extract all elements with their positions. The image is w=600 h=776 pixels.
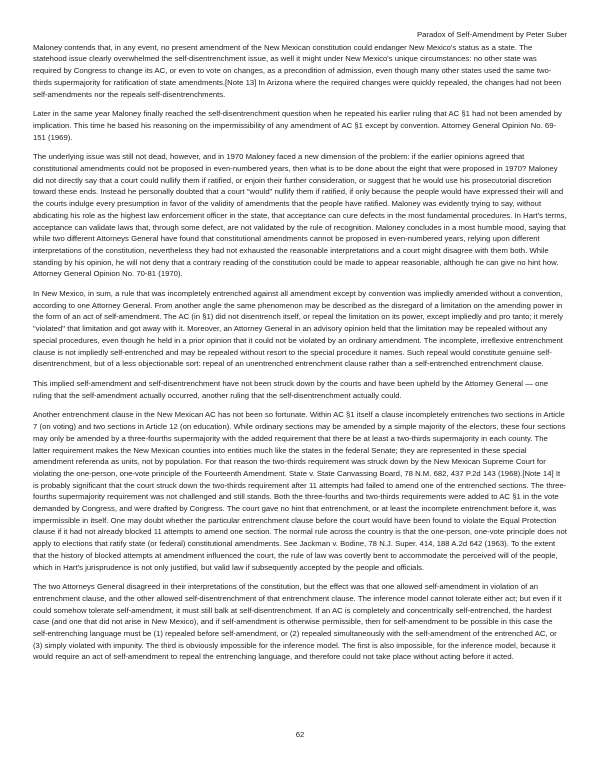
- paragraph-5: This implied self-amendment and self-disentrenchment have not been struck down by the courts and have been upheld by the Attorney General — one ruling that the self-amendment actually occurred, another ruling that the self-disentrenchment actually could.: [33, 378, 549, 400]
- page-number: 62: [295, 730, 305, 739]
- paragraph-1: Maloney contends that, in any event, no present amendment of the New Mexican constitution could endanger New Mexico's status as a state. The statehood issue clearly overwhelmed the self-disentrenchment issue, as well it might under New Mexico's unique circumstances: no other state was required by Congress to change its AC, or even to vote on changes, as a precondition of admission, even though many other states used the same two-thirds supermajority for ratification of state amendments.[Note 13] In Arizona where the required changes were quickly repealed, the changes had not been self-amendments nor the repeals self-disentrenchments.: [33, 42, 562, 99]
- paragraph-3: The underlying issue was still not dead, however, and in 1970 Maloney faced a new dimension of the problem: if the earlier opinions agreed that constitutional amendments could not be proposed in even-numbered years, then what is to be done about the eight that were proposed in 1970? Maloney did not directly say that a court could nullify them if ratified, or enjoin their further consideration, or suggest that he would use his prosecutorial discretion toward these ends. Instead he personally doubted that a court "would" nullify them if ratified, if only because the people would have expressed their will and the courts indulge every presumption in favor of the validity of amendments that the people have ratified. Maloney was evidently trying to say, without abdicating his role as the highest law enforcement officer in the state, that acceptance can cure defects in the most fundamental procedures. In Hart's terms, acceptance can validate laws that, through some defect, are not validated by the rule of recognition. Maloney concludes in a most humble mood, saying that while two different Attorneys General have found that constitutional amendments cannot be proposed in even-numbered years, relying upon different interpretations of the constitution, nevertheless they had not exhausted the reasonable interpretations and a court might disagree with them both. While standing by his opinion, he will not deny that a contrary reading of the constitution could be made to appear reasonable, although he can give no hint how. Attorney General Opinion No. 70-81 (1970).: [33, 152, 567, 279]
- paragraph-2: Later in the same year Maloney finally reached the self-disentrenchment question when he repeated his earlier ruling that AC §1 had not been amended by implication. This time he based his reasoning on the impermissibility of any amendment of AC §1 except by convention. Attorney General Opinion No. 69-151 (1969).: [33, 109, 562, 142]
- paragraph-4: In New Mexico, in sum, a rule that was incompletely entrenched against all amendment except by convention was impliedly amended without a convention, according to one Attorney General. From another angle the same phenomenon may be described as the disregard of a limitation on the amending power in the form of an act of self-amendment. The AC (in §1) did not disentrench itself, or repeal the limitation on its power, except impliedly and pro tanto; it merely "violated" that limitation and got away with it. Moreover, an Attorney General in an advisory opinion held that the limitation may be repealed without any special procedures, even though he held in a prior opinion that it could not be violated by an ordinary amendment. The incomplete, irreflexive entrenchment clause is not impliedly self-entrenched and may be repealed without resort to the special procedure it names. Such repeal would constitute genuine self-disentrenchment, but of a less objectionable sort: repeal of an unentrenched entrenchment clause rather than a self-entrenched entrenchment clause.: [33, 289, 563, 369]
- paragraph-6: Another entrenchment clause in the New Mexican AC has not been so fortunate. Within AC §1 itself a clause incompletely entrenches two sections in Article 7 (on voting) and two sections in Article 12 (on education). While ordinary sections may be amended by a simple majority of the electors, these four sections may only be amended by a three-fourths supermajority with the added requirement that there be at least a two-thirds supermajority in each county. The latter requirement makes the New Mexican counties into entities much like the states in the federal Senate; they are represented in these special amendment referenda as units, not by population. For that reason the two-thirds requirement was struck down by the New Mexican Supreme Court for violating the one-person, one-vote principle of the Fourteenth Amendment. State v. State Canvassing Board, 78 N.M. 682, 437 P.2d 143 (1968).[Note 14] It is probably significant that the court struck down the two-thirds requirement after 11 attempts had failed to amend one of the entrenched sections. The three-fourths supermajority requirement was not challenged and still stands. Both the three-fourths and two-thirds requirements were added to AC §1 in the vote demanded by Congress, and were drafted by Congress. The court gave no hint that entrenchment, or at least the incomplete entrenchment before it, was impermissible in itself. One may doubt whether the particular entrenchment clause before the court would have been found to violate the Equal Protection clause if it had not already blocked 11 attempts to amend one section. The normal rule across the country is that the one-person, one-vote principle does not apply to elections that ratify state (or federal) constitutional amendments. See Jackman v. Bodine, 78 N.J. Super. 414, 188 A.2d 642 (1963). To the extent that the history of blocked attempts at amendment influenced the court, the rule of law was covertly bent to accommodate the perceived will of the people, which in Hart's jurisprudence is not only justified, but valid law if subsequently accepted by the people and officials.: [33, 410, 567, 572]
- paragraph-7: The two Attorneys General disagreed in their interpretations of the constitution, but the effect was that one allowed self-amendment in violation of an entrenchment clause, and the other allowed self-disentrenchment of that entrenchment clause. The inference model cannot tolerate either act; but even if it could somehow tolerate self-amendment, it must still balk at self-disentrenchment. If an AC is completely and concentrically self-entrenched, the hardest case (and one that did not arise in New Mexico), and if self-amendment is otherwise permissible, then for self-amendment to be possible in this case the self-entrenching language must be (1) repealed before self-amendment, or (2) repealed simultaneously with the self-amendment of the entrenched AC, or (3) simply violated with impunity. The third is obviously impossible for the inference model. The first is also impossible, for the inference model, because it would require an act of self-amendment to repeal the entrenching language, and therefore could not take place without acting before it acted.: [33, 582, 562, 662]
- page-content: [33, 29, 567, 671]
- running-header: Paradox of Self-Amendment by Peter Suber: [417, 30, 567, 39]
